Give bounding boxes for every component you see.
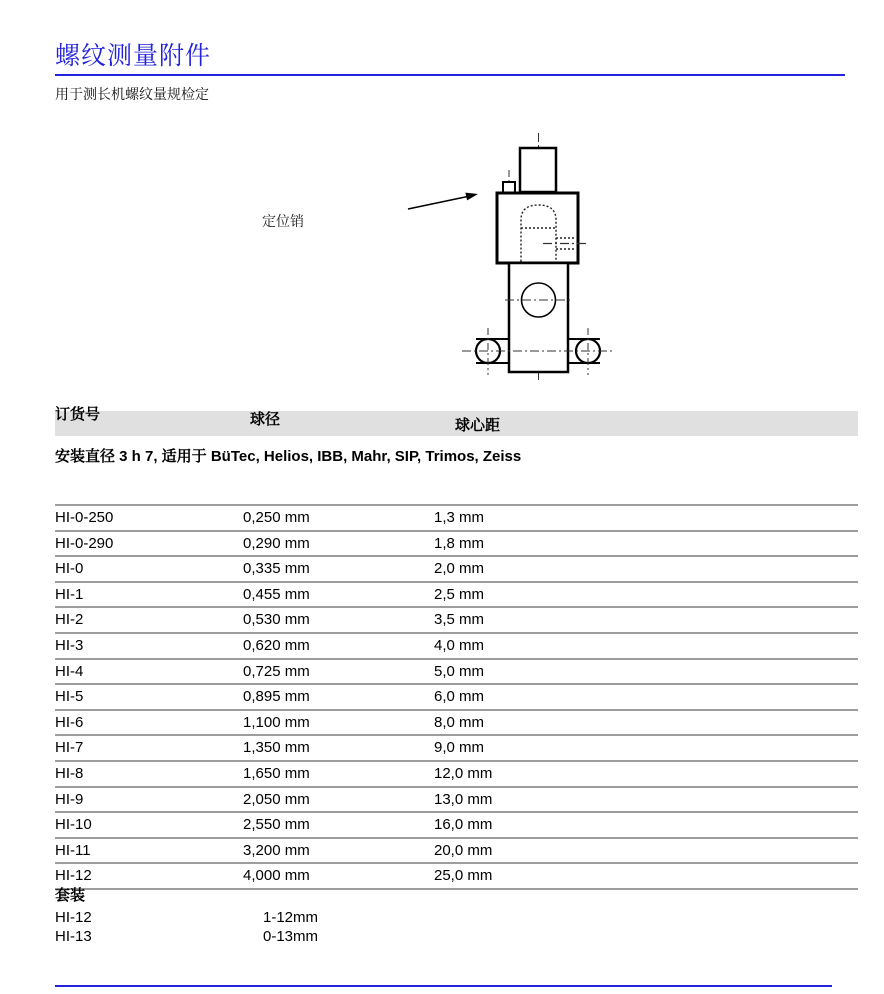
cell-order-no: HI-0-290 xyxy=(55,534,114,552)
cell-ball-diameter: 0,455 mm xyxy=(243,585,310,603)
table-row xyxy=(55,555,858,581)
parts-table xyxy=(55,504,858,890)
mounting-section-title: 安装直径 3 h 7, 适用于 BüTec, Helios, IBB, Mahr, SIP, Trimos, Zeiss xyxy=(55,448,522,465)
cell-ball-diameter: 2,050 mm xyxy=(243,790,310,808)
table-row xyxy=(55,504,858,530)
table-row xyxy=(55,606,858,632)
cell-order-no: HI-1 xyxy=(55,585,84,603)
cell-order-no: HI-6 xyxy=(55,713,84,731)
cell-order-no: HI-3 xyxy=(55,636,84,654)
table-row xyxy=(55,786,858,812)
pointer-arrow-head xyxy=(465,193,478,201)
sets-title: 套装 xyxy=(55,887,86,904)
cell-center-distance: 12,0 mm xyxy=(434,764,493,782)
cell-center-distance: 6,0 mm xyxy=(434,688,485,706)
title-divider xyxy=(55,74,845,76)
cell-ball-diameter: 2,550 mm xyxy=(243,816,310,834)
set-row xyxy=(55,909,655,928)
cell-center-distance: 25,0 mm xyxy=(434,867,493,885)
column-header-order-no: 订货号 xyxy=(55,406,101,423)
cell-ball-diameter: 3,200 mm xyxy=(243,841,310,859)
cell-order-no: HI-10 xyxy=(55,816,92,834)
cell-ball-diameter: 0,335 mm xyxy=(243,560,310,578)
cell-center-distance: 9,0 mm xyxy=(434,739,485,757)
pointer-arrow-line xyxy=(408,196,470,209)
cell-set-order-no: HI-12 xyxy=(55,909,92,926)
table-row xyxy=(55,734,858,760)
page-subtitle: 用于测长机螺纹量规检定 xyxy=(55,86,209,102)
locating-pin-label: 定位销 xyxy=(262,213,304,229)
locating-pin xyxy=(503,182,515,193)
cell-order-no: HI-0-250 xyxy=(55,509,114,526)
table-row xyxy=(55,658,858,684)
table-row xyxy=(55,760,858,786)
page-title: 螺纹测量附件 xyxy=(55,41,212,70)
table-row xyxy=(55,837,858,863)
table-row xyxy=(55,632,858,658)
table-row xyxy=(55,530,858,556)
column-header-center-distance: 球心距 xyxy=(455,417,501,434)
cell-order-no: HI-2 xyxy=(55,611,84,629)
set-row xyxy=(55,928,655,947)
table-row xyxy=(55,581,858,607)
cell-ball-diameter: 0,620 mm xyxy=(243,636,310,654)
cell-order-no: HI-5 xyxy=(55,688,84,706)
cell-ball-diameter: 0,290 mm xyxy=(243,534,310,552)
cell-center-distance: 5,0 mm xyxy=(434,662,485,680)
cell-set-range: 1-12mm xyxy=(263,909,319,926)
cell-center-distance: 20,0 mm xyxy=(434,841,493,859)
footer-divider xyxy=(55,985,832,987)
cell-order-no: HI-8 xyxy=(55,764,84,782)
cell-ball-diameter: 1,100 mm xyxy=(243,713,310,731)
cell-order-no: HI-9 xyxy=(55,790,84,808)
cell-center-distance: 2,0 mm xyxy=(434,560,485,578)
cell-center-distance: 8,0 mm xyxy=(434,713,485,731)
cell-order-no: HI-0 xyxy=(55,560,84,578)
sets-list xyxy=(55,909,655,946)
cell-center-distance: 1,3 mm xyxy=(434,509,485,526)
cell-center-distance: 13,0 mm xyxy=(434,790,493,808)
cell-order-no: HI-11 xyxy=(55,841,91,859)
cell-ball-diameter: 0,530 mm xyxy=(243,611,310,629)
cell-ball-diameter: 4,000 mm xyxy=(243,867,310,885)
cell-center-distance: 4,0 mm xyxy=(434,636,485,654)
cell-order-no: HI-4 xyxy=(55,662,84,680)
cell-center-distance: 16,0 mm xyxy=(434,816,493,834)
cell-ball-diameter: 0,895 mm xyxy=(243,688,310,706)
cell-ball-diameter: 1,350 mm xyxy=(243,739,310,757)
cell-ball-diameter: 0,725 mm xyxy=(243,662,310,680)
cell-center-distance: 3,5 mm xyxy=(434,611,485,629)
table-row xyxy=(55,709,858,735)
cell-ball-diameter: 1,650 mm xyxy=(243,764,310,782)
table-row xyxy=(55,683,858,709)
cell-center-distance: 2,5 mm xyxy=(434,585,485,603)
cell-set-range: 0-13mm xyxy=(263,927,319,945)
cell-order-no: HI-7 xyxy=(55,739,84,757)
technical-drawing xyxy=(400,125,660,390)
cell-order-no: HI-12 xyxy=(55,867,92,885)
cell-ball-diameter: 0,250 mm xyxy=(243,509,310,526)
table-row xyxy=(55,811,858,837)
shaft-top xyxy=(520,148,556,192)
column-header-ball-diameter: 球径 xyxy=(250,411,281,428)
sets-section xyxy=(55,884,655,946)
cell-center-distance: 1,8 mm xyxy=(434,534,485,552)
cell-set-order-no: HI-13 xyxy=(55,927,92,945)
